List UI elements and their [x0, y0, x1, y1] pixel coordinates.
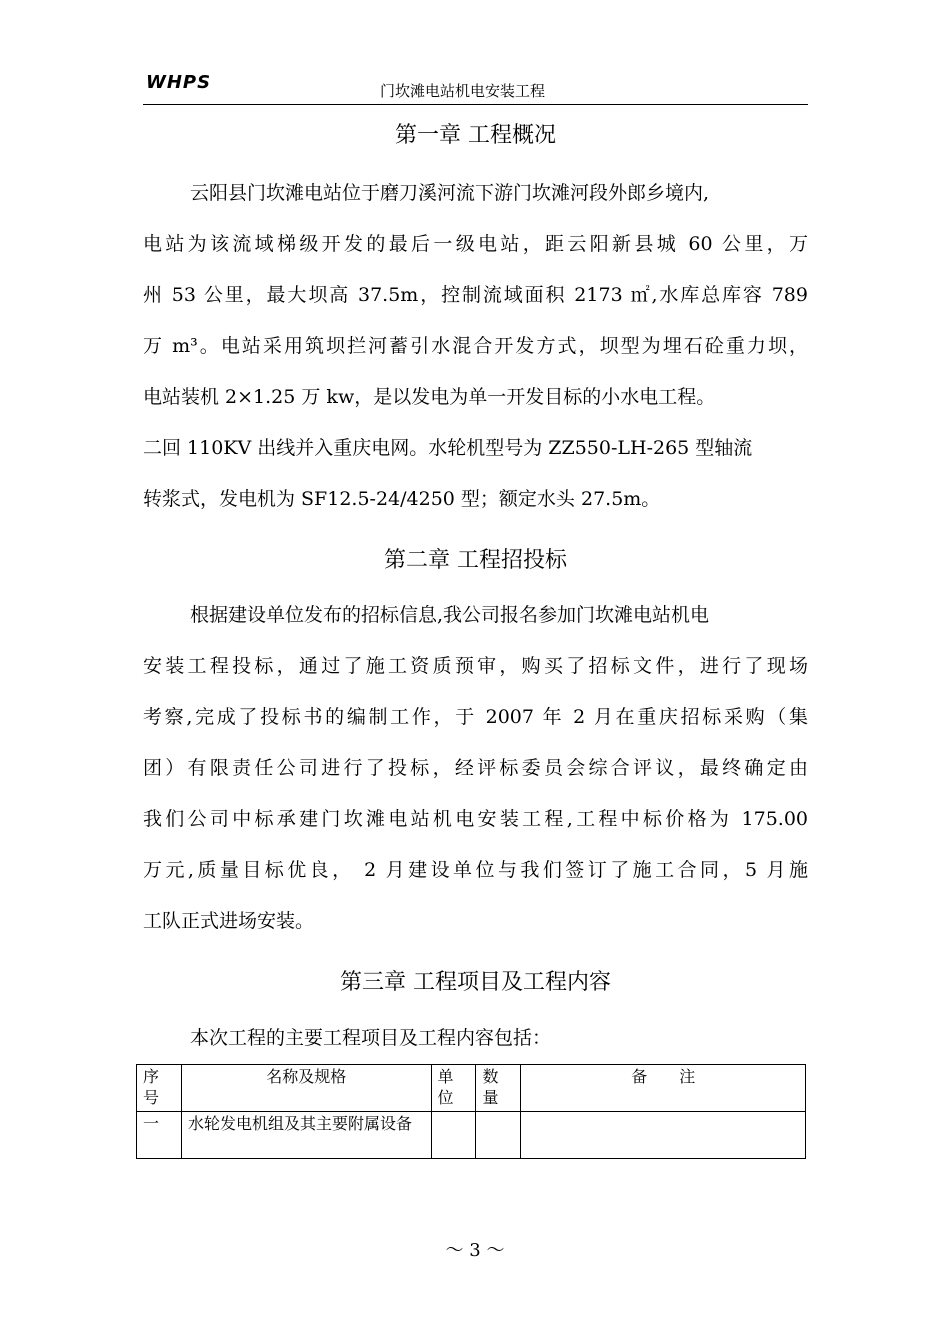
- paragraph-line: 二回 110KV 出线并入重庆电网。水轮机型号为 ZZ550-LH-265 型轴流: [143, 437, 753, 459]
- paragraph-line: 转浆式，发电机为 SF12.5-24/4250 型；额定水头 27.5m。: [143, 488, 661, 510]
- header-cell-notes: 备 注: [521, 1065, 806, 1112]
- paragraph-line: 云阳县门坎滩电站位于磨刀溪河流下游门坎滩河段外郎乡境内,: [190, 182, 710, 204]
- header-cell-quantity: 数量: [476, 1065, 521, 1112]
- chapter-1-title: 第一章 工程概况: [395, 123, 556, 148]
- paragraph-line: 团）有限责任公司进行了投标，经评标委员会综合评议，最终确定由: [143, 757, 808, 779]
- paragraph-line: 工队正式进场安装。: [143, 910, 315, 932]
- table-cell: 水轮发电机组及其主要附属设备: [181, 1112, 431, 1159]
- paragraph-line: 本次工程的主要工程项目及工程内容包括：: [190, 1027, 552, 1049]
- table-cell: [431, 1112, 476, 1159]
- paragraph-line: 万 m³。电站采用筑坝拦河蓄引水混合开发方式，坝型为埋石砼重力坝，: [143, 335, 808, 357]
- paragraph-line: 万元,质量目标优良， 2 月建设单位与我们签订了施工合同，5 月施: [143, 859, 808, 881]
- table-header-row: [137, 1065, 806, 1112]
- page-number: ～ 3 ～: [445, 1240, 505, 1261]
- table-cell: [476, 1112, 521, 1159]
- paragraph-line: 州 53 公里，最大坝高 37.5m，控制流域面积 2173 ㎡,水库总库容 789: [143, 284, 808, 306]
- chapter-2-title: 第二章 工程招投标: [384, 548, 567, 573]
- header-cell-index: 序号: [137, 1065, 182, 1112]
- paragraph-line: 根据建设单位发布的招标信息,我公司报名参加门坎滩电站机电: [190, 604, 710, 626]
- table-row: [137, 1112, 806, 1159]
- paragraph-line: 安装工程投标，通过了施工资质预审，购买了招标文件，进行了现场: [143, 655, 808, 677]
- table-cell: [521, 1112, 806, 1159]
- paragraph-line: 电站装机 2×1.25 万 kw，是以发电为单一开发目标的小水电工程。: [143, 386, 716, 408]
- table-cell: 一: [137, 1112, 182, 1159]
- paragraph-line: 我们公司中标承建门坎滩电站机电安装工程,工程中标价格为 175.00: [143, 808, 808, 830]
- project-table: [136, 1064, 806, 1159]
- paragraph-line: 电站为该流域梯级开发的最后一级电站，距云阳新县城 60 公里，万: [143, 233, 808, 255]
- header-cell-unit: 单位: [431, 1065, 476, 1112]
- header-cell-name: 名称及规格: [181, 1065, 431, 1112]
- paragraph-line: 考察,完成了投标书的编制工作，于 2007 年 2 月在重庆招标采购（集: [143, 706, 808, 728]
- chapter-3-title: 第三章 工程项目及工程内容: [340, 970, 611, 995]
- header-title: 门坎滩电站机电安装工程: [380, 82, 546, 100]
- company-logo: WHPS: [146, 72, 212, 93]
- header-divider: [143, 104, 808, 105]
